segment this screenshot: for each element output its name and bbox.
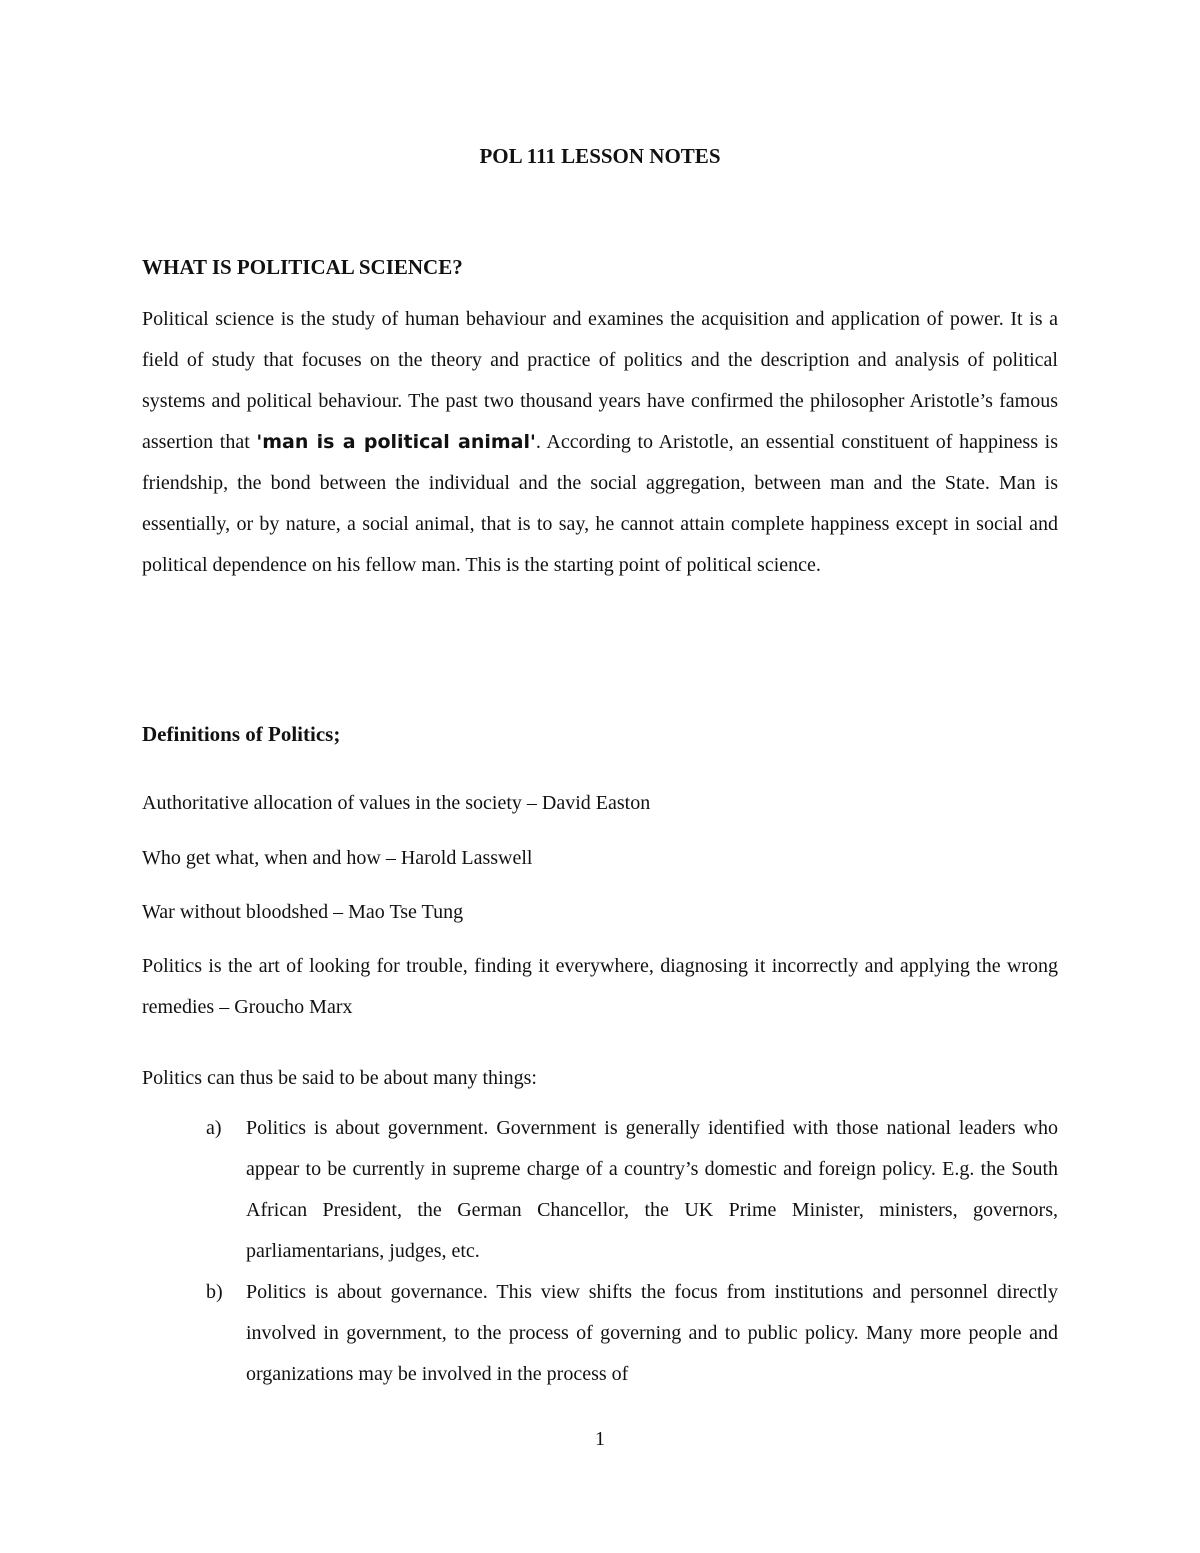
things-intro: Politics can thus be said to be about many things: bbox=[142, 1067, 537, 1089]
definition-marx: Politics is the art of looking for trouble, finding it everywhere, diagnosing it incorrectly and applying the wrong remedies – Groucho Marx bbox=[142, 955, 1058, 1018]
definition-lasswell: Who get what, when and how – Harold Lasswell bbox=[142, 847, 533, 869]
aristotle-quote: 'man is a political animal' bbox=[256, 431, 536, 453]
intro-text-after-quote: . According to Aristotle, an essential constituent of happiness is friendship, the bond between the individual and the social aggregation, between man and the State. Man is essentially, or by nature, a social animal, that is to say, he cannot attain complete happiness except in social and political dependence on his fellow man. This is the starting point of political science. bbox=[142, 431, 1058, 576]
definition-easton: Authoritative allocation of values in the society – David Easton bbox=[142, 792, 651, 814]
list-item-text: Politics is about governance. This view shifts the focus from institutions and personnel directly involved in government, to the process of governing and to public policy. Many more people and organizations may be involved in the process of bbox=[246, 1281, 1058, 1385]
list-marker: b) bbox=[206, 1281, 223, 1303]
intro-paragraph bbox=[142, 299, 1058, 586]
list-item-text: Politics is about government. Government is generally identified with those national leaders who appear to be currently in supreme charge of a country’s domestic and foreign policy. E.g. the South African President, the German Chancellor, the UK Prime Minister, ministers, governors, parliamentarians, judges, etc. bbox=[246, 1117, 1058, 1262]
section-heading: WHAT IS POLITICAL SCIENCE? bbox=[142, 255, 463, 279]
list-marker: a) bbox=[206, 1117, 222, 1139]
intro-text-before-quote: Political science is the study of human behaviour and examines the acquisition and application of power. It is a field of study that focuses on the theory and practice of politics and the description and analysis of political systems and political behaviour. The past two thousand years have confirmed the philosopher Aristotle’s famous assertion that bbox=[142, 308, 1058, 453]
page-number: 1 bbox=[595, 1428, 605, 1450]
definition-mao: War without bloodshed – Mao Tse Tung bbox=[142, 901, 464, 923]
definitions-heading: Definitions of Politics; bbox=[142, 722, 341, 746]
document-title: POL 111 LESSON NOTES bbox=[479, 144, 721, 168]
